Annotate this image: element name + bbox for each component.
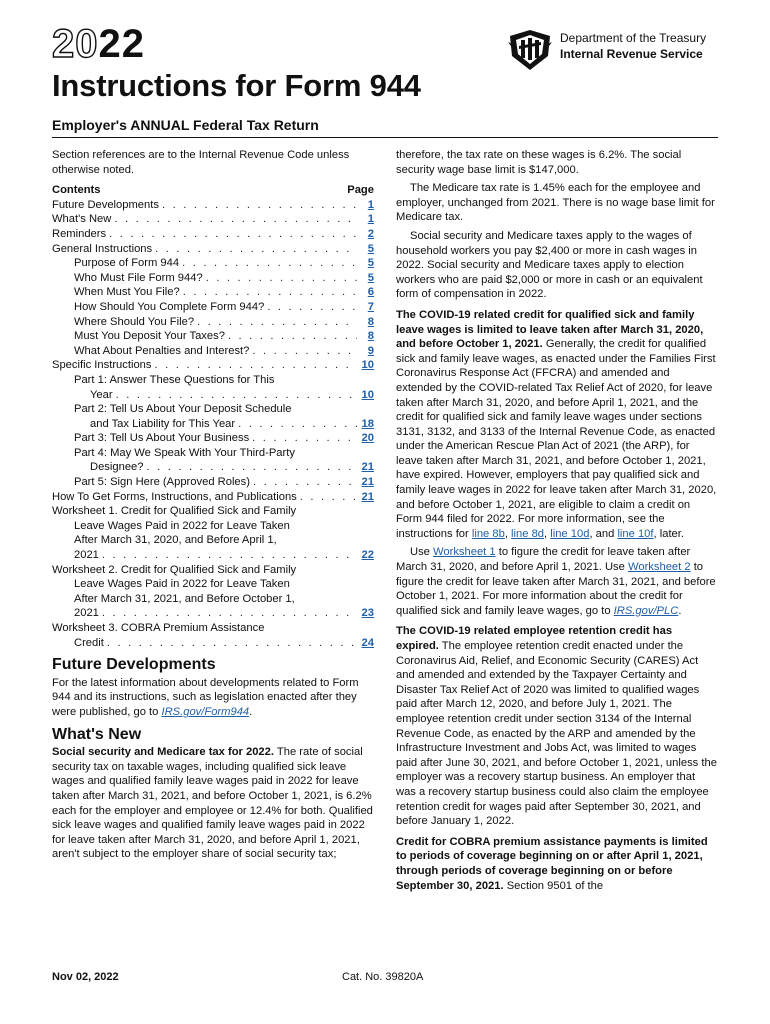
line-10d-link[interactable]: line 10d	[550, 527, 590, 540]
toc-page-link[interactable]: 21	[361, 490, 374, 503]
toc-item[interactable]	[52, 242, 374, 257]
toc-page-link[interactable]: 20	[361, 432, 374, 445]
toc-item-label-line: After March 31, 2020, and Before April 1,	[74, 534, 277, 547]
toc-leader	[206, 271, 357, 286]
toc-item-label-line: Leave Wages Paid in 2022 for Leave Taken	[74, 519, 290, 532]
retention-credit-paragraph: The COVID-19 related employee retention credit has expired. The employee retention credit enacted under the Coronavirus Aid, Relief, and Economic Security (CARES) Act and amended and extended by the Taxpayer Certainty and Disaster Tax Relief Act of 2020 was limited to qualified wages paid after March 12, 2020, and before July 1, 2021. The employee retention credit under section 3134 of the Internal Revenue Code, as enacted by the ARP and amended by the Infrastructure Investment and Jobs Act, was limited to wages paid after June 30, 2021, and before October 1, 2021, unless the employer was a recovery startup business. An employer that was a recovery startup business could also claim the employee retention credit for wages paid after September 30, 2021, and before January 1, 2022.	[396, 625, 717, 828]
toc-item[interactable]	[52, 285, 374, 300]
covid-sick-leave-lead: The COVID-19 related credit for qualified sick and family leave wages is limited to leave taken after March 31, 2020, and before October 1, 2021.	[396, 308, 704, 351]
toc-item[interactable]	[52, 344, 374, 359]
table-of-contents	[52, 183, 374, 650]
intro-text: Section references are to the Internal Revenue Code unless otherwise noted.	[52, 149, 350, 176]
toc-item-label: Specific Instructions	[52, 359, 152, 372]
toc-leader	[162, 198, 357, 213]
toc-item-label-cont: and Tax Liability for This Year	[90, 417, 236, 430]
toc-header	[52, 183, 374, 198]
toc-item[interactable]	[52, 504, 374, 562]
toc-leader	[109, 227, 357, 242]
line-10f-link[interactable]: line 10f	[617, 527, 654, 540]
toc-item[interactable]	[52, 475, 374, 490]
toc-leader	[252, 344, 357, 359]
worksheet-1-link[interactable]: Worksheet 1	[433, 546, 496, 559]
toc-leader	[114, 212, 357, 227]
toc-leader	[228, 329, 357, 344]
footer-catalog-number: Cat. No. 39820A	[342, 971, 424, 983]
toc-item[interactable]	[52, 621, 374, 650]
irs-form944-link[interactable]: IRS.gov/Form944	[161, 705, 250, 718]
toc-leader	[147, 460, 358, 475]
tax-rate-paragraph: therefore, the tax rate on these wages is 6.2%. The social security wage base limit is $147,000.	[396, 149, 682, 176]
toc-item-label: Part 3: Tell Us About Your Business	[74, 432, 250, 445]
toc-heading: Contents	[52, 184, 101, 197]
toc-item-label-cont: Designee?	[90, 461, 144, 474]
toc-leader	[197, 315, 357, 330]
toc-leader	[155, 358, 358, 373]
toc-item[interactable]	[52, 315, 374, 330]
line-8d-link[interactable]: line 8d	[511, 527, 545, 540]
toc-item[interactable]	[52, 431, 374, 446]
toc-page-link[interactable]: 10	[361, 388, 374, 401]
toc-page-link[interactable]: 1	[367, 198, 374, 211]
toc-item-label: Purpose of Form 944	[74, 257, 180, 270]
toc-page-link[interactable]: 8	[367, 330, 374, 343]
toc-leader	[300, 490, 357, 505]
toc-item-label: Reminders	[52, 227, 107, 240]
toc-item-label: Part 4: May We Speak With Your Third-Party	[74, 446, 295, 459]
toc-item-label: Part 5: Sign Here (Approved Roles)	[74, 476, 250, 489]
toc-item-label: Worksheet 1. Credit for Qualified Sick and Family	[52, 505, 297, 518]
toc-item-label-cont: 2021	[74, 549, 99, 562]
future-developments-heading: Future Developments	[52, 656, 216, 674]
toc-item-label: Who Must File Form 944?	[74, 271, 203, 284]
toc-leader	[182, 256, 357, 271]
toc-item[interactable]	[52, 227, 374, 242]
toc-page-link[interactable]: 9	[367, 344, 374, 357]
toc-item-label: Where Should You File?	[74, 315, 195, 328]
toc-item-label: What's New	[52, 213, 112, 226]
toc-item[interactable]	[52, 563, 374, 621]
covid-sick-leave-paragraph: The COVID-19 related credit for qualified sick and family leave wages is limited to leave taken after March 31, 2020, and before October 1, 2021. Generally, the credit for qualified sick and family leave wages, as enacted under the Families First Coronavirus Response Act (FFCRA) and amended and extended by the COVID-related Tax Relief Act of 2020, for leave taken after March 31, 2020, and before April 1, 2021, and the credit for qualified sick and family leave wages under sections 3131, 3132, and 3133 of the Internal Revenue Code, as enacted under the American Rescue Plan Act of 2021 (the ARP), for leave taken after March 31, 2021, and before October 1, 2021, have expired. However, employers that pay qualified sick and family leave wages in 2022 for leave taken after March 31, 2020, and before October 1, 2021, are eligible to claim a credit on Form 944 filed for 2022. For more information, see the instructions for line 8b, line 8d, line 10d, and line 10f, later.	[396, 308, 717, 540]
toc-page-link[interactable]: 24	[361, 636, 374, 649]
toc-page-link[interactable]: 18	[361, 417, 374, 430]
line-8b-link[interactable]: line 8b	[471, 527, 505, 540]
whats-new-text: Social security and Medicare tax for 2022. The rate of social security tax on taxable wages, including qualified sick leave wages and qualified family leave wages paid in 2022 for leave taken after March 31, 2021, and before October 1, 2021, is 6.2% each for the employer and employee or 12.4% for both. Qualified sick leave wages and qualified family leave wages paid in 2022 for leave taken after March 31, 2020, and before April 1, 2021, aren't subject to the employer share of social security tax;	[52, 746, 373, 861]
toc-page-link[interactable]: 21	[361, 461, 374, 474]
left-column	[52, 148, 374, 862]
toc-item[interactable]	[52, 329, 374, 344]
header-divider	[52, 137, 718, 138]
toc-leader	[102, 548, 357, 563]
toc-page-link[interactable]: 21	[361, 476, 374, 489]
year-outline: 20	[52, 22, 99, 66]
page-title: Instructions for Form 944	[52, 68, 421, 103]
toc-page-link[interactable]: 6	[367, 286, 374, 299]
toc-leader	[267, 300, 357, 315]
toc-leader	[253, 475, 357, 490]
whats-new-lead: Social security and Medicare tax for 2022.	[52, 746, 274, 759]
agency-name: Internal Revenue Service	[560, 47, 703, 61]
toc-page-link[interactable]: 5	[367, 257, 374, 270]
toc-item-label: How Should You Complete Form 944?	[74, 300, 265, 313]
toc-item[interactable]	[52, 198, 374, 213]
toc-item-label: Must You Deposit Your Taxes?	[74, 330, 225, 343]
toc-item-label: Future Developments	[52, 198, 159, 211]
toc-page-link[interactable]: 7	[367, 300, 374, 313]
toc-leader	[252, 431, 357, 446]
toc-leader	[155, 242, 357, 257]
toc-item[interactable]	[52, 358, 374, 373]
form-year	[52, 22, 145, 66]
footer-date: Nov 02, 2022	[52, 971, 119, 983]
worksheet-usage-paragraph: Use Worksheet 1 to figure the credit for leave taken after March 31, 2020, and before April 1, 2021. Use Worksheet 2 to figure the credit for leave taken after March 31, 2021, and before October 1, 2021. For more information about the credit for qualified sick and family leave wages, go to IRS.gov/PLC.	[396, 546, 716, 617]
toc-leader	[102, 606, 357, 621]
household-workers-paragraph: Social security and Medicare taxes apply to the wages of household workers you pay $2,400 or more in cash wages in 2022. Social security and Medicare taxes apply to election workers who are paid $2,000 or more in cash or an equivalent form of compensation in 2022.	[396, 229, 703, 301]
toc-leader	[107, 636, 357, 651]
toc-item-label: Part 2: Tell Us About Your Deposit Schedule	[74, 403, 292, 416]
toc-item[interactable]	[52, 212, 374, 227]
toc-leader	[116, 388, 357, 403]
toc-page-link[interactable]: 10	[361, 359, 374, 372]
treasury-header	[506, 26, 726, 76]
toc-item-label: Worksheet 2. Credit for Qualified Sick and Family	[52, 563, 297, 576]
toc-item[interactable]	[52, 271, 374, 286]
toc-item-label: Worksheet 3. COBRA Premium Assistance	[52, 622, 265, 634]
right-column	[396, 148, 718, 897]
toc-page-link[interactable]: 23	[361, 607, 374, 620]
toc-item-label-cont: 2021	[74, 607, 99, 620]
future-developments-text: For the latest information about developments related to Form 944 and its instructions, such as legislation enacted after they were published, go to IRS.gov/Form944.	[52, 676, 359, 718]
toc-item[interactable]	[52, 490, 374, 505]
toc-item-label-cont: Credit	[74, 636, 104, 649]
toc-item-label: General Instructions	[52, 242, 153, 255]
worksheet-2-link[interactable]: Worksheet 2	[627, 561, 691, 574]
department-name: Department of the Treasury	[560, 31, 707, 45]
toc-item-label-cont: Year	[90, 388, 113, 401]
toc-item-label: Part 1: Answer These Questions for This	[74, 373, 275, 386]
retention-credit-lead: The COVID-19 related employee retention credit has expired.	[396, 625, 673, 652]
toc-item[interactable]	[52, 373, 374, 402]
toc-item-label: When Must You File?	[74, 286, 180, 299]
toc-page-link[interactable]: 2	[367, 227, 374, 240]
toc-page-link[interactable]: 1	[367, 213, 374, 226]
toc-item[interactable]	[52, 402, 374, 431]
toc-item-label: What About Penalties and Interest?	[74, 344, 250, 357]
toc-page-heading: Page	[347, 184, 374, 197]
toc-page-link[interactable]: 5	[367, 271, 374, 284]
toc-page-link[interactable]: 5	[367, 242, 374, 255]
year-solid: 22	[98, 22, 145, 66]
toc-item-label-line: Leave Wages Paid in 2022 for Leave Taken	[74, 578, 290, 591]
toc-item[interactable]	[52, 300, 374, 315]
cobra-credit-lead: Credit for COBRA premium assistance payments is limited to periods of coverage beginning on or after April 1, 2021, through periods of coverage beginning on or before September 30, 2021.	[396, 835, 708, 892]
irs-plc-link[interactable]: IRS.gov/PLC	[613, 604, 679, 617]
toc-item-label: How To Get Forms, Instructions, and Publications	[52, 490, 297, 503]
cobra-credit-paragraph: Credit for COBRA premium assistance payments is limited to periods of coverage beginning on or after April 1, 2021, through periods of coverage beginning on or before September 30, 2021. Section 9501 of the	[396, 835, 708, 892]
form-subtitle: Employer's ANNUAL Federal Tax Return	[52, 117, 319, 133]
irs-eagle-logo-icon	[506, 26, 554, 74]
medicare-paragraph: The Medicare tax rate is 1.45% each for the employee and employer, unchanged from 2021. There is no wage base limit for Medicare tax.	[396, 182, 715, 224]
toc-item[interactable]	[52, 446, 374, 475]
toc-page-link[interactable]: 8	[367, 315, 374, 328]
whats-new-heading: What's New	[52, 725, 142, 743]
toc-item-label-line: After March 31, 2021, and Before October 1,	[74, 592, 295, 605]
toc-page-link[interactable]: 22	[361, 549, 374, 562]
toc-item[interactable]	[52, 256, 374, 271]
toc-leader	[183, 285, 357, 300]
toc-leader	[238, 417, 357, 432]
